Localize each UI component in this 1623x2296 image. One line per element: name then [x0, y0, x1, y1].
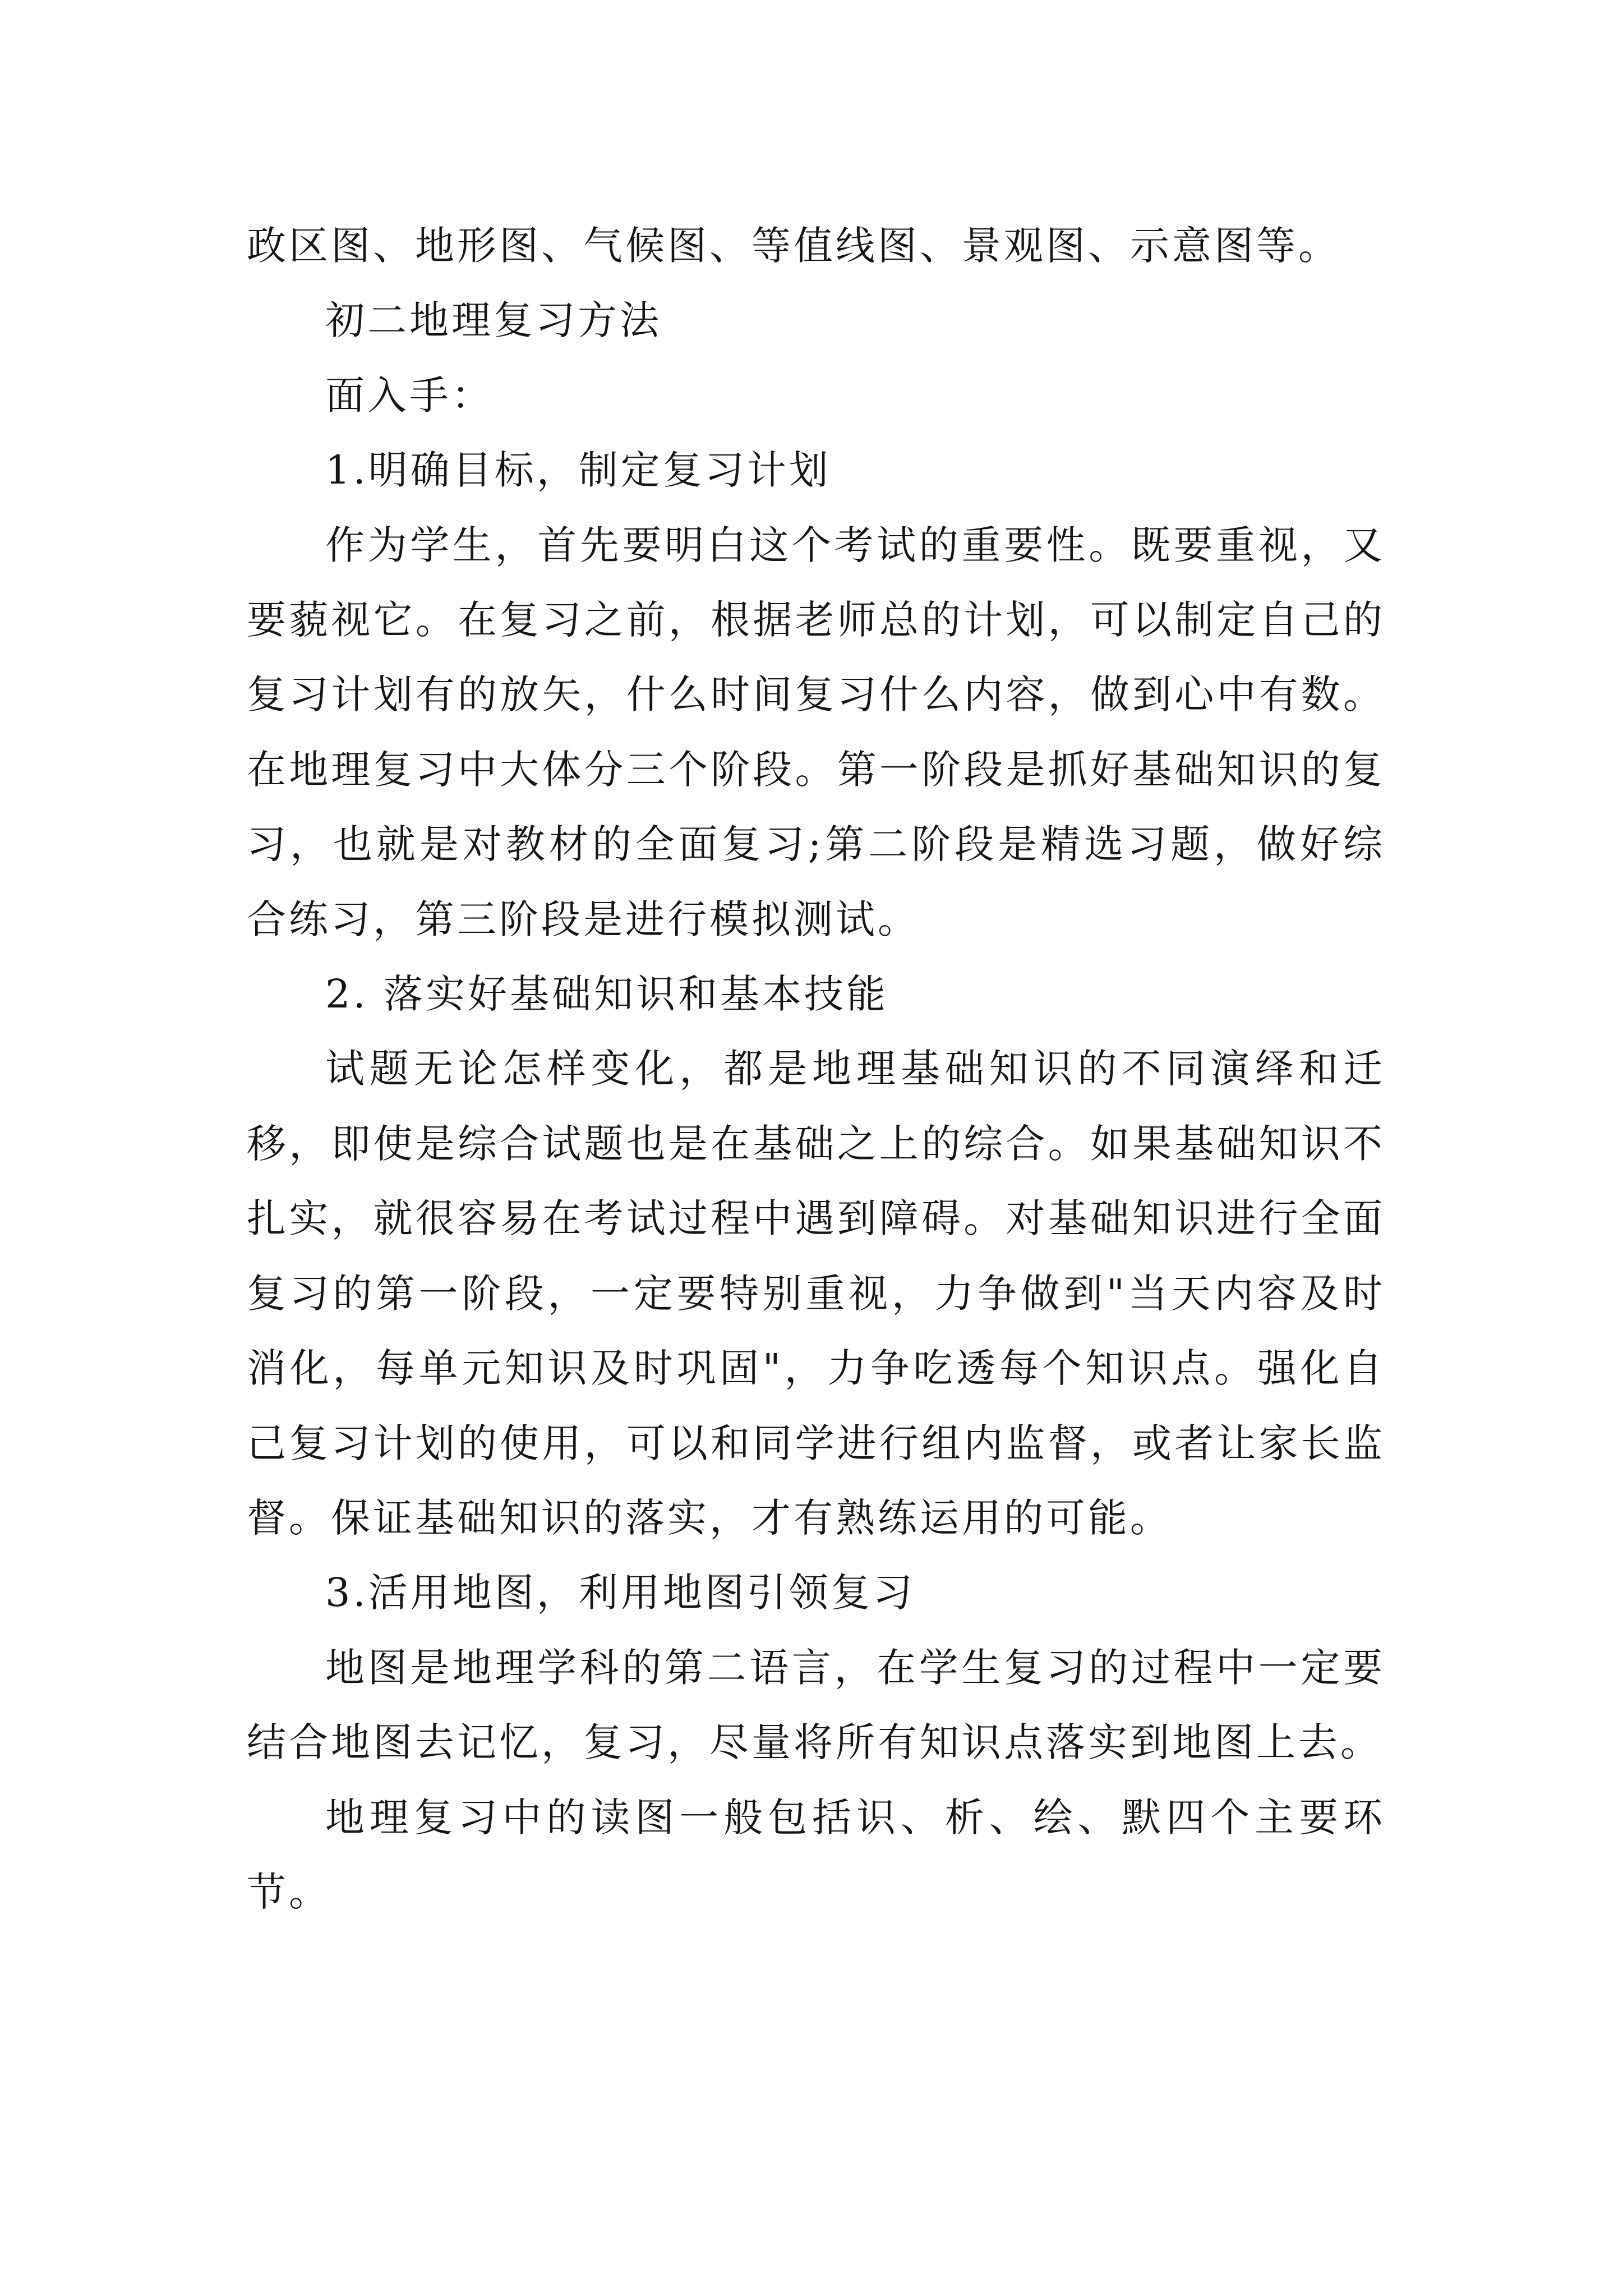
section-heading-review-methods: 初二地理复习方法 — [325, 297, 662, 344]
paragraph-goals-plan: 作为学生，首先要明白这个考试的重要性。既要重视，又要藐视它。在复习之前，根据老师总的计划，可以制定自己的复习计划有的放矢，什么时间复习什么内容，做到心中有数。在地理复习中大体分三个阶段。第一阶段是抓好基础知识的复习，也就是对教材的全面复习;第二阶段是精选习题，做好综合练习，第三阶段是进行模拟测试。 — [247, 522, 1385, 942]
subheading-goals-plan: 1.明确目标，制定复习计划 — [325, 447, 831, 494]
paragraph-use-maps: 地图是地理学科的第二语言，在学生复习的过程中一定要结合地图去记忆，复习，尽量将所有知识点落实到地图上去。 — [247, 1644, 1385, 1766]
document-body — [247, 209, 1385, 1930]
paragraph-basic-knowledge: 试题无论怎样变化，都是地理基础知识的不同演绎和迁移，即使是综合试题也是在基础之上的综合。如果基础知识不扎实，就很容易在考试过程中遇到障碍。对基础知识进行全面复习的第一阶段，一定要特别重视，力争做到"当天内容及时消化，每单元知识及时巩固"，力争吃透每个知识点。强化自己复习计划的使用，可以和同学进行组内监督，或者让家长监督。保证基础知识的落实，才有熟练运用的可能。 — [247, 1046, 1385, 1541]
paragraph-approach: 面入手： — [325, 372, 494, 418]
subheading-use-maps: 3.活用地图，利用地图引领复习 — [325, 1570, 915, 1616]
paragraph-map-reading-steps: 地理复习中的读图一般包括识、析、绘、默四个主要环节。 — [247, 1794, 1385, 1915]
subheading-basic-knowledge: 2. 落实好基础知识和基本技能 — [325, 971, 889, 1018]
paragraph-map-types: 政区图、地形图、气候图、等值线图、景观图、示意图等。 — [247, 223, 1340, 269]
